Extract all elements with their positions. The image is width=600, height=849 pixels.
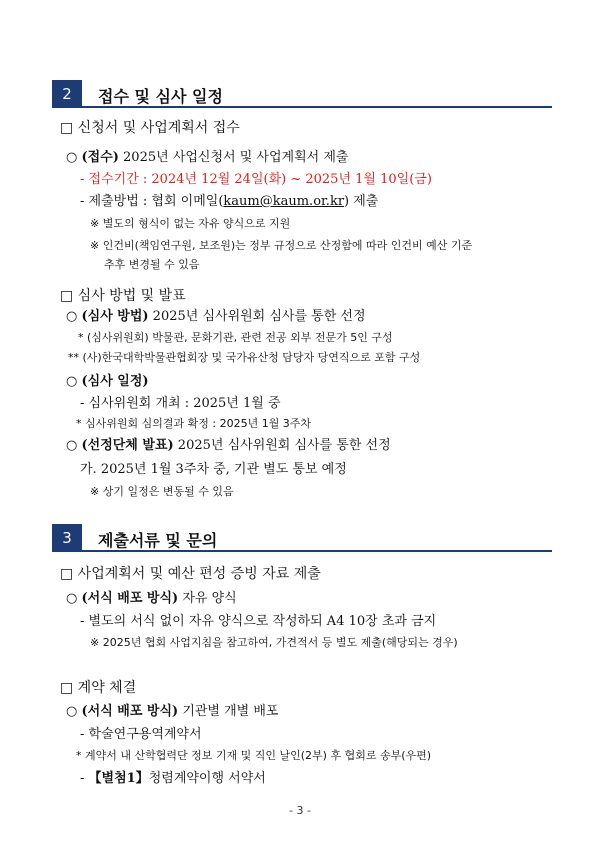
receipt-text: 2025년 사업신청서 및 사업계획서 제출 [118,150,349,165]
bullet: ○ [66,591,82,606]
heading-application-receipt: □ 신청서 및 사업계획서 접수 [60,120,240,136]
dash: - [80,771,89,786]
bullet: ○ [66,374,82,389]
section-divider [52,550,552,552]
review-schedule-label: (심사 일정) [81,374,149,389]
committee-meeting: - 심사위원회 개최 : 2025년 1월 중 [80,396,281,411]
schedule-change-note: ※ 상기 일정은 변동될 수 있음 [90,485,234,498]
announcement-text: 2025년 심사위원회 심사를 통한 선정 [173,438,391,453]
section-title: 제출서류 및 문의 [98,531,218,550]
contract-note: * 계약서 내 산학협력단 정보 기재 및 직인 날인(2부) 후 협회로 송부(우편) [76,749,432,762]
note-personnel-cost: ※ 인건비(책임연구원, 보조원)는 정부 규정으로 산정함에 따라 인건비 예산 기준 [90,239,473,252]
committee-result-note: * 심사위원회 심의결과 확정 : 2025년 1월 3주차 [76,417,312,430]
section-number-box: 2 [52,80,82,108]
submission-method [80,190,378,209]
attachment-label: 【별첨1】 [88,771,149,786]
committee-note: * (심사위원회) 박물관, 문화기관, 관련 전공 외부 전문가 5인 구성 [78,331,393,344]
contract-form-label: (서식 배포 방식) [81,704,179,719]
announcement-date: 가. 2025년 1월 3주차 중, 기관 별도 통보 예정 [80,462,347,477]
review-method-label: (심사 방법) [81,309,149,324]
review-method-line [66,305,366,324]
estimate-note: ※ 2025년 협회 사업지침을 참고하여, 가견적서 등 별도 제출(해당되는 경우) [90,636,458,649]
heading-plan-submission: □ 사업계획서 및 예산 편성 증빙 자료 제출 [60,566,321,582]
bullet: ○ [66,150,82,165]
receipt-period: - 접수기간 : 2024년 12월 24일(화) ~ 2025년 1월 10일(금) [80,172,432,187]
bullet: ○ [66,438,82,453]
contract-form-line [66,700,279,719]
bullet: ○ [66,704,82,719]
attachment-line [80,767,266,786]
contract-form-text: 기관별 개별 배포 [178,704,279,719]
page-number: - 3 - [289,804,311,817]
section-title: 접수 및 심사 일정 [98,87,223,106]
announcement-label: (선정단체 발표) [81,438,174,453]
form-distribution-label: (서식 배포 방식) [81,591,179,606]
section-number-box: 3 [52,524,82,552]
bullet: ○ [66,309,82,324]
email-link[interactable]: kaum@kaum.or.kr [223,194,345,209]
submission-method-text: - 제출방법 : 협회 이메일( [80,194,224,209]
note-personnel-cost-cont: 추후 변경될 수 있음 [104,258,200,271]
attachment-text: 청렴계약이행 서약서 [148,771,266,786]
committee-note-2: ** (사)한국대학박물관협회장 및 국가유산청 담당자 당연직으로 포함 구성 [68,351,421,364]
section-divider [52,106,552,108]
heading-review-method: □ 심사 방법 및 발표 [60,288,186,304]
contract-document: - 학술연구용역계약서 [80,727,202,742]
submission-method-suffix: ) 제출 [344,194,379,209]
review-method-text: 2025년 심사위원회 심사를 통한 선정 [148,309,366,324]
note-free-format: ※ 별도의 형식이 없는 자유 양식으로 지원 [90,217,291,230]
receipt-label: (접수) [81,150,119,165]
form-distribution-line [66,587,237,606]
review-schedule-line [66,370,149,389]
announcement-line [66,434,391,453]
heading-contract: □ 계약 체결 [60,680,137,696]
form-distribution-text: 자유 양식 [178,591,237,606]
receipt-line [66,146,348,165]
format-rule: - 별도의 서식 없이 자유 양식으로 작성하되 A4 10장 초과 금지 [80,614,437,629]
